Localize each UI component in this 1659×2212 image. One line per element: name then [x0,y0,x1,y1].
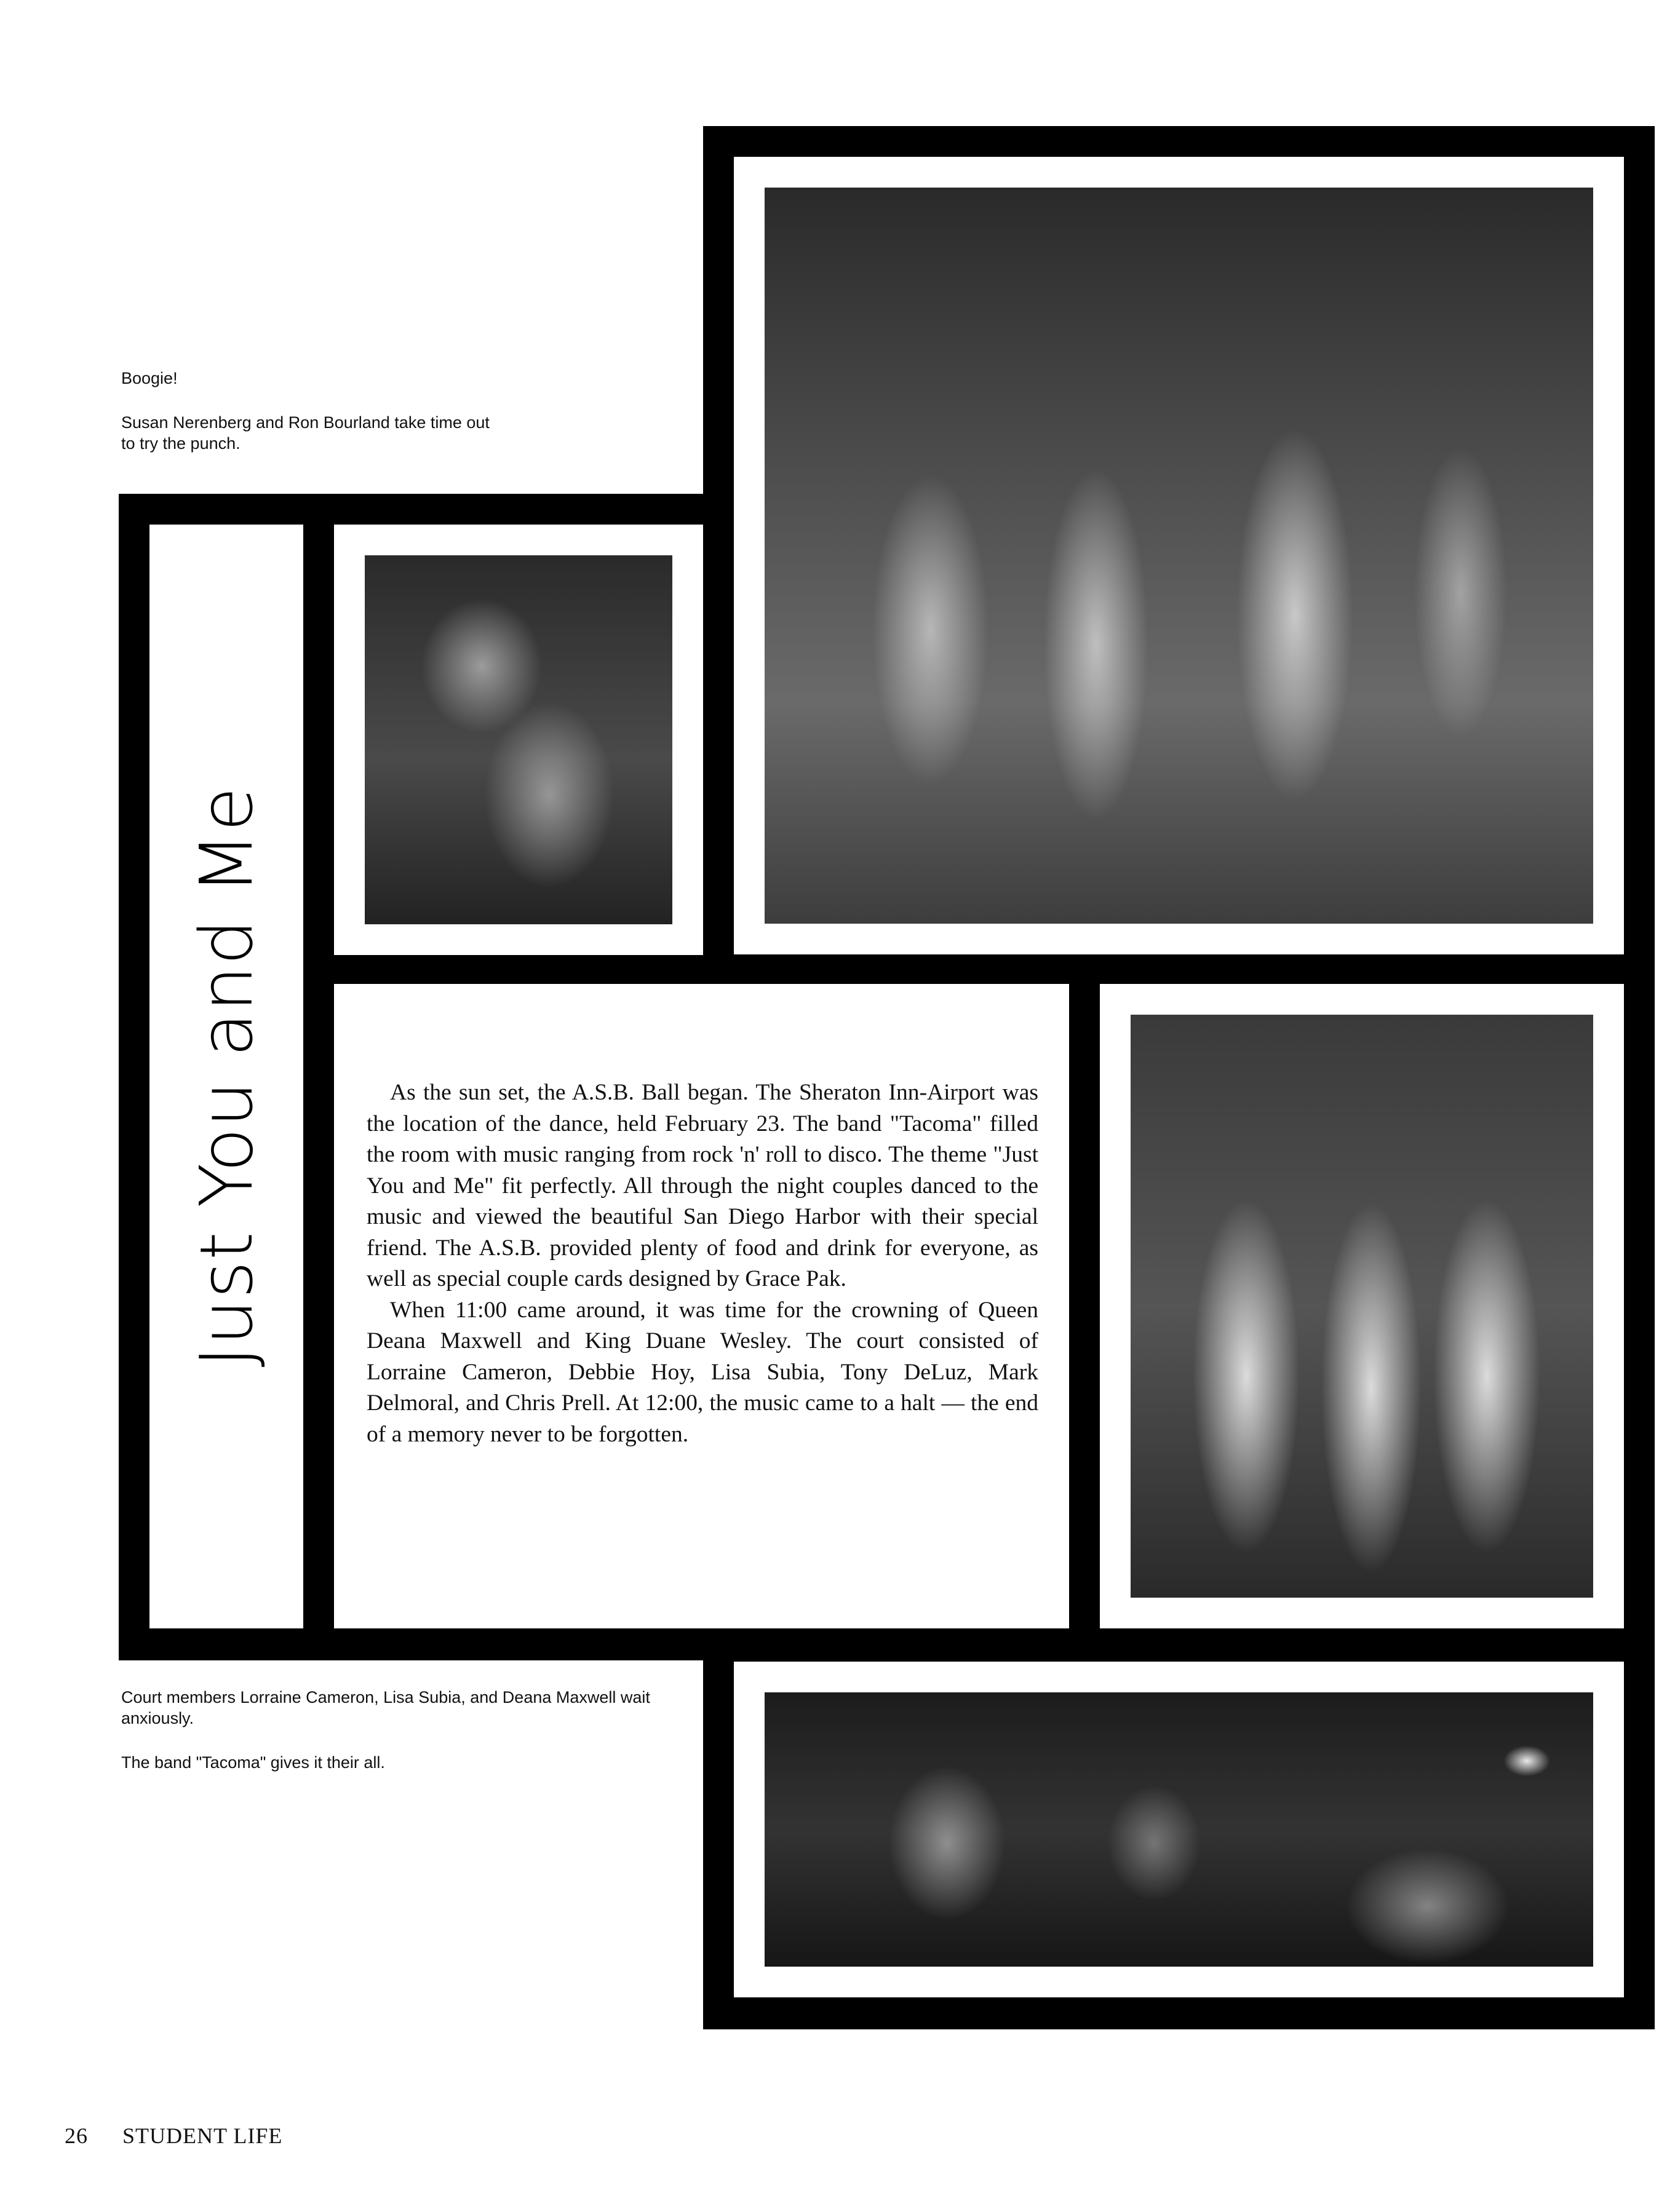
caption-top-left [121,368,490,477]
caption-bottom-left [121,1687,662,1796]
story-paragraph-1: As the sun set, the A.S.B. Ball began. The Sheraton Inn-Airport was the location of the dance, held February 23. The band "Tacoma" filled the room with music ranging from rock 'n' roll to disco. The theme "Just You and Me" fit perfectly. All through the night couples danced to the music and viewed the beautiful San Diego Harbor with their special friend. The A.S.B. provided plenty of food and drink for everyone, as well as special couple cards designed by Grace Pak. [367,1080,1038,1291]
caption-punch: Susan Nerenberg and Ron Bourland take time out to try the punch. [121,413,490,453]
caption-band: The band "Tacoma" gives it their all. [121,1753,385,1772]
caption-boogie: Boogie! [121,369,178,387]
photo-mat-band [734,1662,1624,1997]
section-name: STUDENT LIFE [122,2123,283,2148]
photo-mat-court [1100,984,1624,1628]
page-title: Just You and Me [184,786,269,1367]
photo-mat-dance [734,157,1624,954]
story-paragraph-2: When 11:00 came around, it was time for the crowning of Queen Deana Maxwell and King Duane Wesley. The court consisted of Lorraine Cameron, Debbie Hoy, Lisa Subia, Tony DeLuz, Mark Delmoral, and Chris Prell. At 12:00, the music came to a halt — the end of a memory never to be forgotten. [367,1297,1038,1447]
photo-band-tacoma [765,1692,1593,1967]
page-footer [65,2123,282,2149]
story-panel [334,984,1069,1628]
photo-mat-punch [334,525,703,955]
photo-court-members [1131,1015,1593,1598]
story-text [367,1077,1038,1450]
page-number: 26 [65,2123,88,2148]
photo-dance-floor [765,188,1593,924]
photo-punch [365,555,672,924]
caption-court: Court members Lorraine Cameron, Lisa Subia, and Deana Maxwell wait anxiously. [121,1688,650,1727]
title-panel [149,525,303,1628]
